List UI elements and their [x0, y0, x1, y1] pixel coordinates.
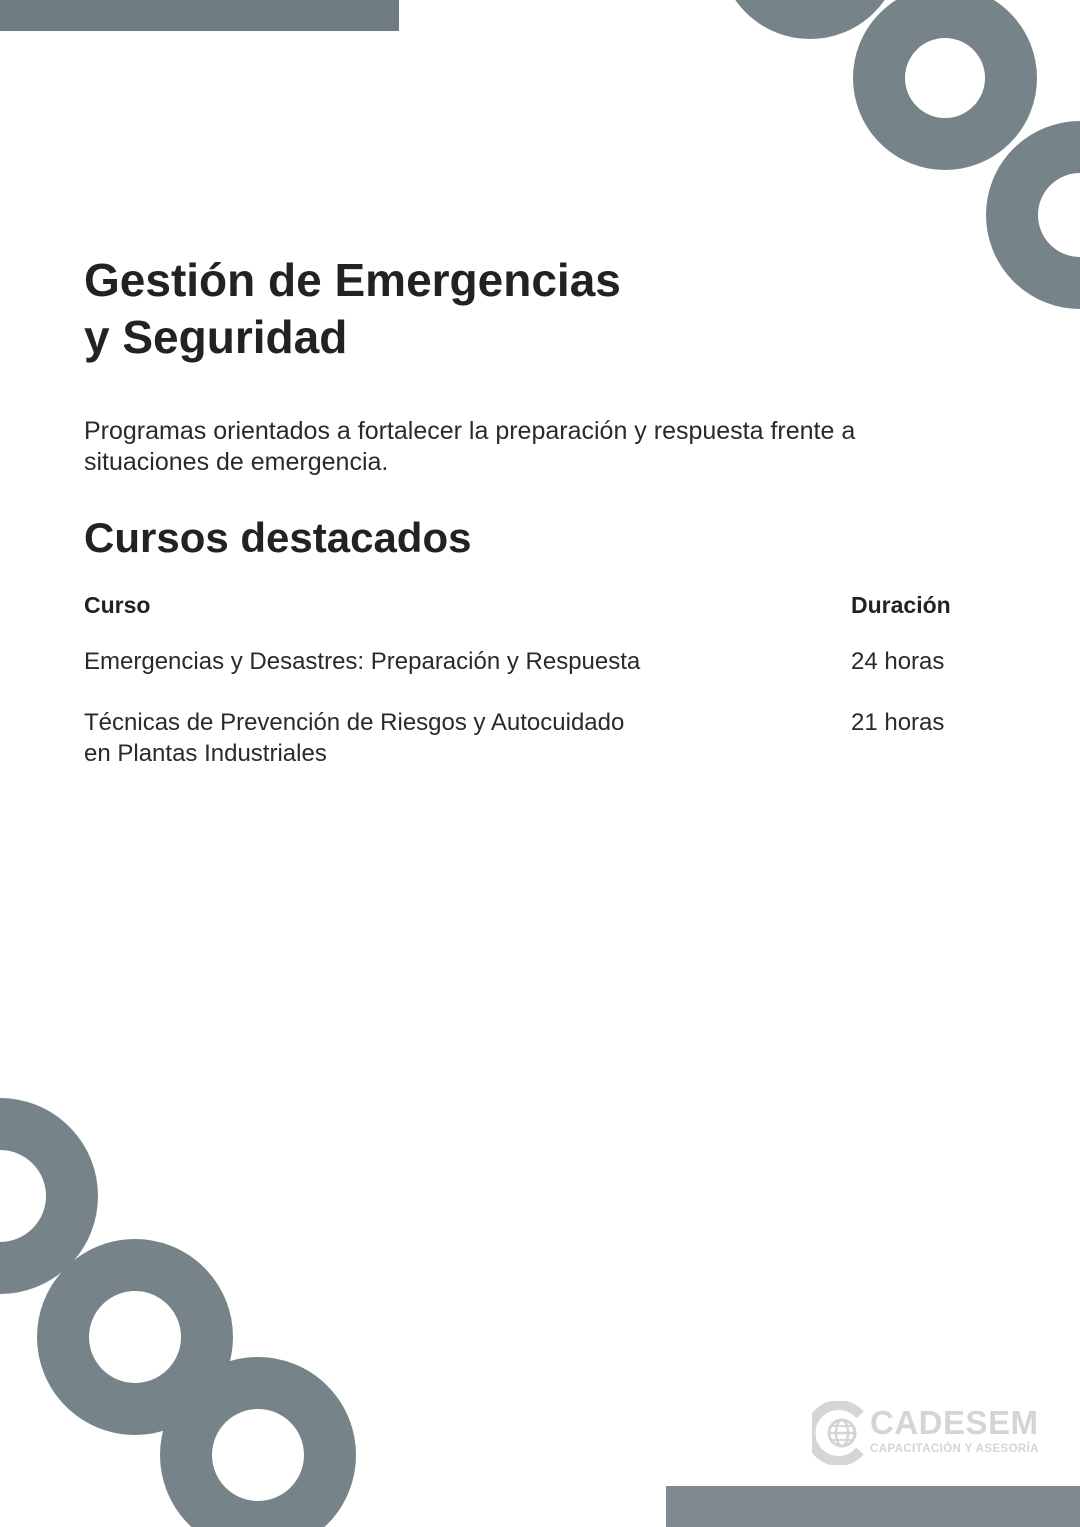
section-title: Cursos destacados: [84, 514, 472, 561]
page-title-line-1: Gestión de Emergencias: [84, 254, 621, 306]
course-duration: 21 horas: [851, 709, 945, 736]
intro-paragraph: Programas orientados a fortalecer la preparación y respuesta frente a situaciones de emergencia.: [84, 417, 856, 476]
page-title-line-2: y Seguridad: [84, 311, 348, 363]
course-name-cell: [84, 707, 851, 799]
course-duration: 24 horas: [851, 648, 945, 675]
top-ring-3: [1012, 147, 1080, 283]
globe-c-icon: [812, 1401, 868, 1465]
course-name-cell: [84, 646, 851, 707]
duration-column-header: Duración: [851, 592, 951, 618]
bottom-ring-2: [63, 1265, 207, 1409]
course-column-header: Curso: [84, 592, 151, 618]
course-name: Emergencias y Desastres: Preparación y Respuesta: [84, 648, 641, 675]
table-row: [84, 646, 1014, 707]
top-ring-2: [879, 12, 1011, 144]
courses-table: [84, 590, 1014, 799]
logo-tagline: CAPACITACIÓN Y ASESORÍA: [870, 1443, 1039, 1455]
table-header-row: [84, 590, 1014, 646]
course-name-line-1: Técnicas de Prevención de Riesgos y Autocuidado: [84, 709, 625, 736]
page-title: [84, 252, 784, 366]
table-row: [84, 707, 1014, 799]
logo-wordmark: CADESEM: [870, 1404, 1039, 1441]
top-ring-1: [745, 0, 875, 13]
cadesem-logo: [812, 1401, 1052, 1465]
bottom-ring-3: [186, 1383, 330, 1527]
bottom-ring-1: [0, 1124, 72, 1268]
course-name-line-2: en Plantas Industriales: [84, 740, 327, 767]
